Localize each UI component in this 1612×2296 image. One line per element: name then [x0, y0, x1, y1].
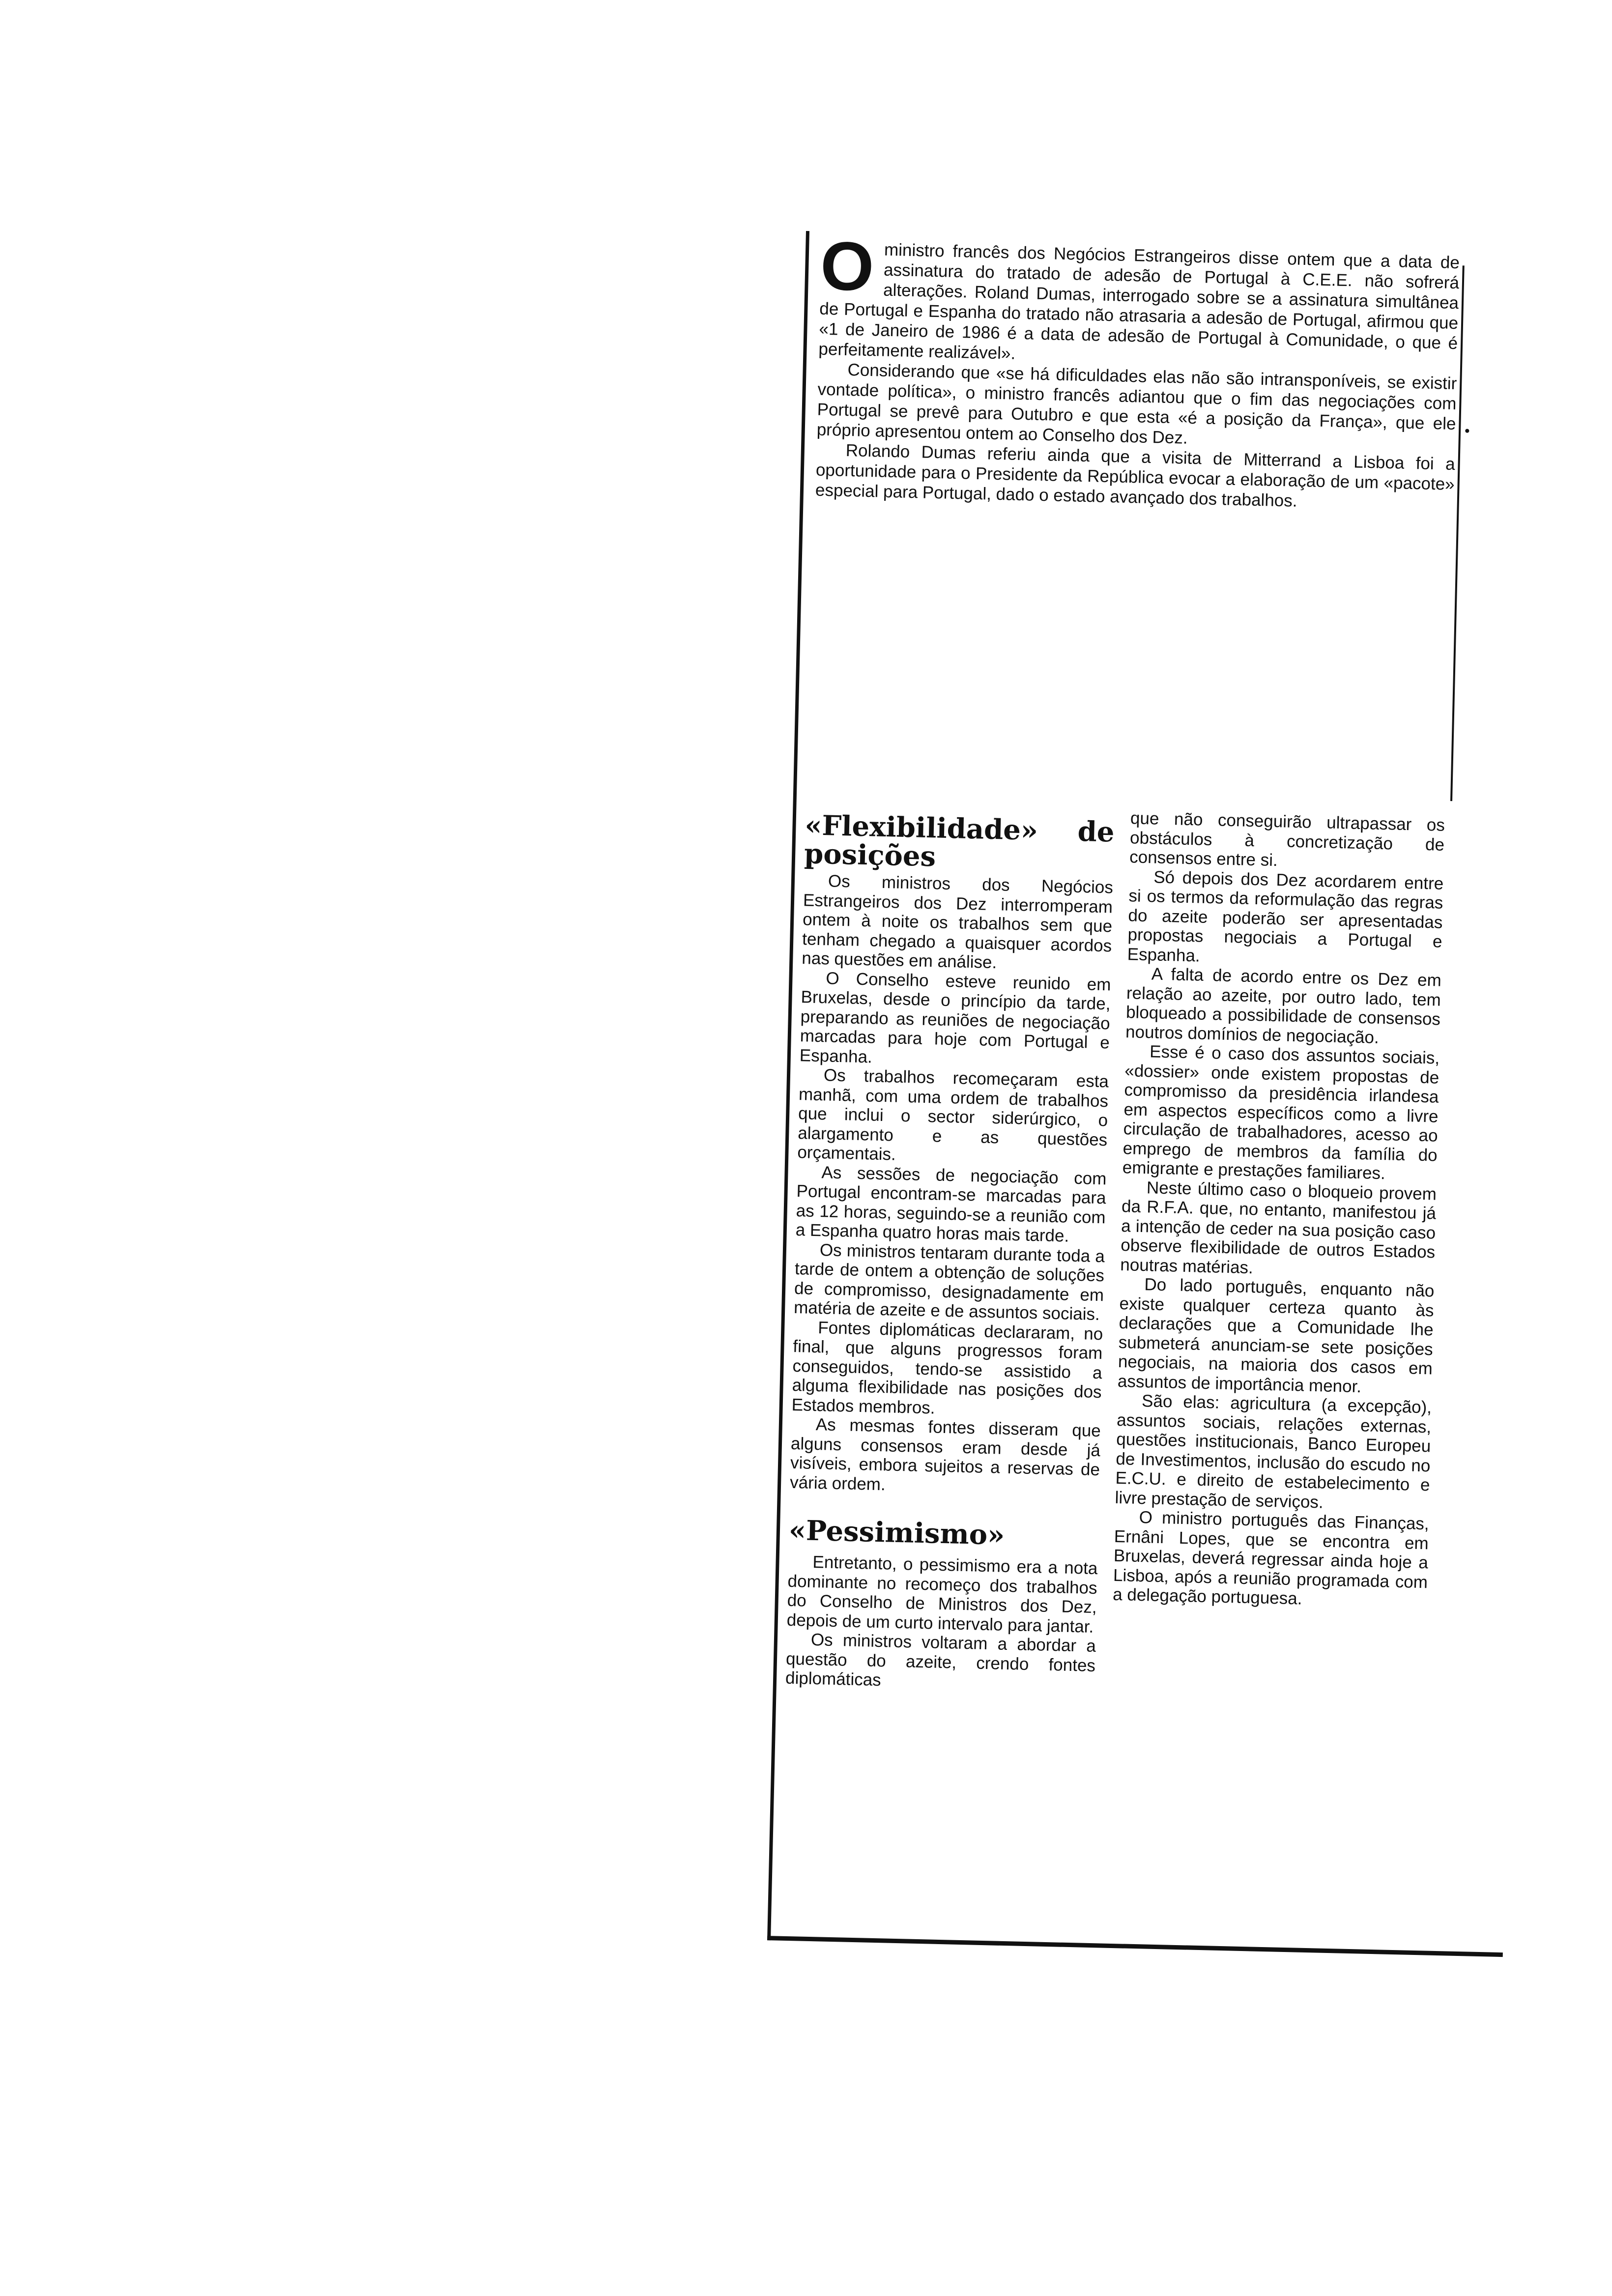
right-paragraph: São elas: agricultura (a excepção), assuntos sociais, relações externas, questões institucionais, Banco Europeu de Investimentos, inclusão do escudo no E.C.U. e direito de estabelecimento e livre prestação de serviços. — [1115, 1391, 1432, 1512]
right-paragraph: Só depois dos Dez acordarem entre si os termos da reformulação das regras do azeite poderão ser apresentadas propostas negociais a Portugal e Espanha. — [1127, 867, 1444, 966]
lead-paragraphs — [815, 227, 1460, 515]
left-paragraph: As mesmas fontes disseram que alguns consensos eram desde já visíveis, embora sujeitos a reservas de vária ordem. — [789, 1415, 1101, 1494]
left-column — [785, 811, 1115, 1694]
drop-cap: O — [819, 227, 875, 306]
left-paragraph: Fontes diplomáticas declararam, no final, que alguns progressos foram conseguidos, tendo-se assistido a alguma flexibilidade nas posições dos Estados membros. — [791, 1318, 1103, 1418]
left-paragraph: Os ministros voltaram a abordar a questão do azeite, crendo fontes diplomáticas — [785, 1630, 1096, 1690]
left-paragraph: Entretanto, o pessimismo era a nota dominante no recomeço dos trabalhos do Conselho de Ministros dos Dez, depois de um curto intervalo para jantar. — [786, 1552, 1098, 1636]
heading-flexibilidade: «Flexibilidade» de posições — [804, 809, 1115, 873]
right-column — [1113, 808, 1445, 1611]
newspaper-clipping — [767, 227, 1542, 1957]
left-paragraph: Os trabalhos recomeçaram esta manhã, com uma ordem de trabalhos que inclui o sector siderúrgico, o alargamento e as questões orçamentais. — [797, 1065, 1109, 1164]
lead-paragraph-3: Rolando Dumas referiu ainda que a visita de Mitterrand a Lisboa foi a oportunidade para o Presidente da República evocar a elaboração de um «pacote» especial para Portugal, dado o estado avançado dos trabalhos. — [815, 440, 1456, 511]
right-continuation: que não conseguirão ultrapassar os obstáculos à concretização de consensos entre si. — [1129, 808, 1445, 870]
heading-pessimismo: «Pessimismo» — [788, 1514, 1005, 1551]
left-paragraph: Os ministros dos Negócios Estrangeiros dos Dez interromperam ontem à noite os trabalhos sem que tenham chegado a quaisquer acordos nas questões em análise. — [801, 871, 1114, 973]
lead-paragraph-2: Considerando que «se há dificuldades elas não são intransponíveis, se existir vontade política», o ministro francês adiantou que o fim das negociações com Portugal se prevê para Outubro e que esta «é a posição da França», que ele próprio apresentou ontem ao Conselho dos Dez. — [816, 360, 1457, 448]
left-paragraph: As sessões de negociação com Portugal encontram-se marcadas para as 12 horas, seguindo-se a reunião com a Espanha quatro horas mais tarde. — [795, 1162, 1107, 1246]
lead-paragraph-1: Oministro francês dos Negócios Estrangeiros disse ontem que a data de assinatura do tratado de adesão de Portugal à C.E.E. não sofrerá alterações. Roland Dumas, interrogado sobre se a assinatura simultânea de Portugal e Espanha do tratado não atrasaria a adesão de Portugal, afirmou que «1 de Janeiro de 1986 é a data de adesão de Portugal à Comunidade, o que é perfeitamente realizável». — [818, 227, 1460, 363]
left-paragraph: Os ministros tentaram durante toda a tarde de ontem a obtenção de soluções de compromisso, designadamente em matéria de azeite e de assuntos sociais. — [793, 1240, 1105, 1324]
right-paragraph: A falta de acordo entre os Dez em relação ao azeite, por outro lado, tem bloqueado a possibilidade de consensos noutros domínios de negociação. — [1125, 964, 1442, 1047]
left-paragraph: O Conselho esteve reunido em Bruxelas, desde o princípio da tarde, preparando as reuniões de negociação marcadas para hoje com Portugal e Espanha. — [799, 968, 1111, 1066]
margin-mark: • — [1464, 423, 1470, 439]
right-paragraph: Neste último caso o bloqueio provem da R.F.A. que, no entanto, manifestou já a intenção de ceder na sua posição caso observe flexibilidade de outros Estados noutras matérias. — [1120, 1177, 1437, 1277]
right-paragraph: Esse é o caso dos assuntos sociais, «dossier» onde existem propostas de compromisso da presidência irlandesa em aspectos específicos como a livre circulação de trabalhadores, acesso ao emprego de membros da família do emigrante e prestações familiares. — [1122, 1042, 1440, 1183]
right-paragraph: O ministro português das Finanças, Ernâni Lopes, que se encontra em Bruxelas, deverá regressar ainda hoje a Lisboa, após a reunião programada com a delegação portuguesa. — [1112, 1508, 1430, 1608]
right-paragraph: Do lado português, enquanto não existe qualquer certeza quanto às declarações que a Comunidade lhe submeterá anunciam-se sete posições negociais, na maioria dos casos em assuntos de importância menor. — [1117, 1275, 1435, 1396]
